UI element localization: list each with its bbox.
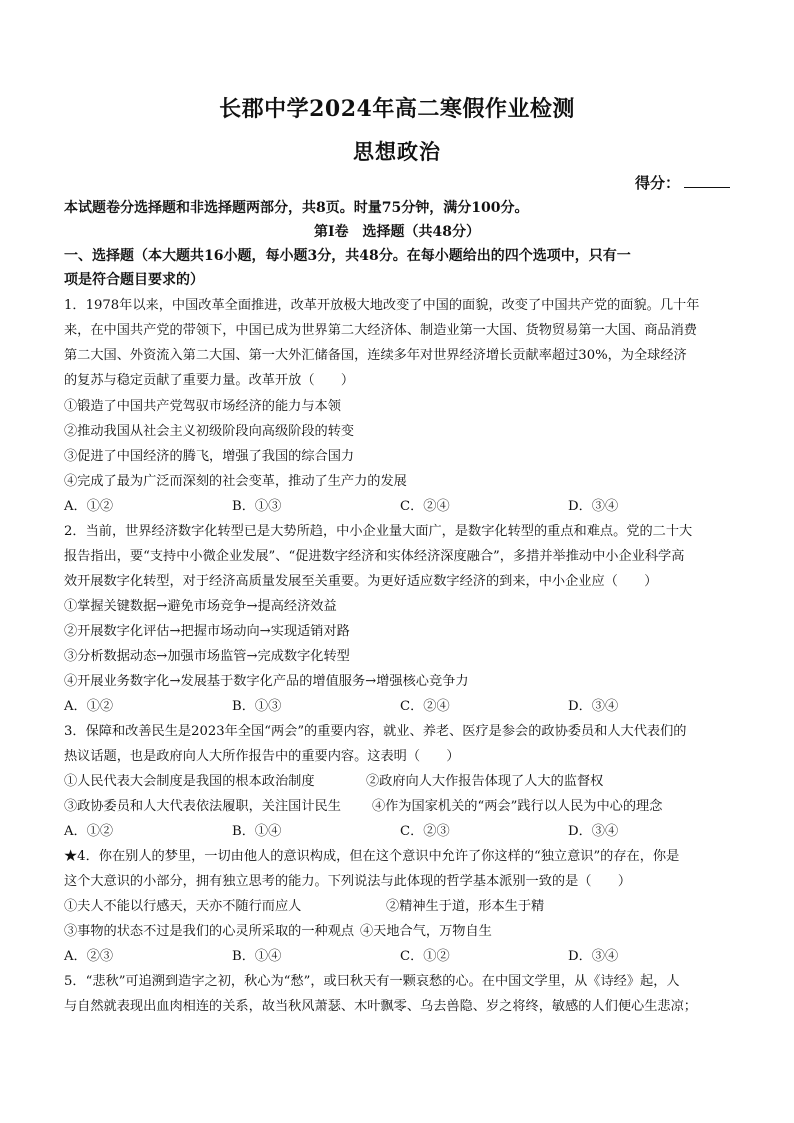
q2-option-d[interactable]: D．③④ [568,699,619,714]
q1-stem-line: 来，在中国共产党的带领下，中国已成为世界第二大经济体、制造业第一大国、货物贸易第一大国、商品消费 [64,323,697,338]
section-heading-line1: 一、选择题（本大题共16小题，每小题3分，共48分。在每小题给出的四个选项中，只有一 [64,248,631,264]
q2-stem-line: 2．当前，世界经济数字化转型已是大势所趋，中小企业量大面广，是数字化转型的重点和难点。党的二十大 [64,524,693,539]
q3-option-a[interactable]: A．①② [64,824,114,839]
q5-stem-line: 5．“悲秋”可追溯到造字之初，秋心为“愁”，或曰秋天有一颗哀愁的心。在中国文学里，从《诗经》起，人 [64,974,680,989]
q3-item: ④作为国家机关的“两会”践行以人民为中心的理念 [372,799,663,814]
q2-item: ①掌握关键数据→避免市场竞争→提高经济效益 [64,599,337,614]
q1-item: ④完成了最为广泛而深刻的社会变革，推动了生产力的发展 [64,474,407,489]
q3-item: ①人民代表大会制度是我国的根本政治制度 [64,774,315,789]
q4-item: ②精神生于道，形本生于精 [386,899,545,914]
q1-item: ②推动我国从社会主义初级阶段向高级阶段的转变 [64,424,355,439]
q4-item: ③事物的状态不过是我们的心灵所采取的一种观点 [64,924,355,939]
q4-stem-line: ★4．你在别人的梦里，一切由他人的意识构成，但在这个意识中允许了你这样的“独立意识”的存在，你是 [64,849,680,864]
q2-item: ④开展业务数字化→发展基于数字化产品的增值服务→增强核心竞争力 [64,674,469,689]
q3-item: ②政府向人大作报告体现了人大的监督权 [366,774,604,789]
section-heading-line2: 项是符合题目要求的） [64,272,204,288]
q3-stem-line: 3．保障和改善民生是2023年全国“两会”的重要内容，就业、养老、医疗是参会的政协委员和人大代表们的 [64,724,687,739]
subject-title: 思想政治 [353,139,441,164]
exam-intro: 本试题卷分选择题和非选择题两部分，共8页。时量75分钟，满分100分。 [64,200,529,216]
q1-option-c[interactable]: C．②④ [400,499,450,514]
q2-stem-line: 报告指出，要“支持中小微企业发展”、“促进数字经济和实体经济深度融合”，多措并举推动中小企业科学高 [64,549,685,564]
q1-option-d[interactable]: D．③④ [568,499,619,514]
score-label: 得分： [634,174,680,192]
q1-stem-line: 1．1978年以来，中国改革全面推进，改革开放极大地改变了中国的面貌，改变了中国共产党的面貌。几十年 [64,298,700,313]
q1-item: ①锻造了中国共产党驾驭市场经济的能力与本领 [64,399,341,414]
q2-item: ③分析数据动态→加强市场监管→完成数字化转型 [64,649,350,664]
q2-option-b[interactable]: B．①③ [232,699,282,714]
q4-option-b[interactable]: B．①④ [232,949,282,964]
q4-item: ①夫人不能以行感天，天亦不随行而应人 [64,899,302,914]
q2-option-a[interactable]: A．①② [64,699,114,714]
q4-option-a[interactable]: A．②③ [64,949,114,964]
score-field [635,172,730,193]
q4-stem-line: 这个大意识的小部分，拥有独立思考的能力。下列说法与此体现的哲学基本派别一致的是（ ） [64,874,632,889]
q1-option-a[interactable]: A．①② [64,499,114,514]
q1-item: ③促进了中国经济的腾飞，增强了我国的综合国力 [64,449,355,464]
score-blank[interactable] [684,173,730,188]
q5-stem-line: 与自然就表现出血肉相连的关系，故当秋风萧瑟、木叶飘零、乌去兽隐、岁之将终，敏感的人们便心生悲凉； [64,999,697,1014]
q4-item: ④天地合气，万物自生 [360,924,492,939]
q3-option-c[interactable]: C．②③ [400,824,450,839]
q4-option-d[interactable]: D．③④ [568,949,619,964]
q1-option-b[interactable]: B．①③ [232,499,282,514]
q4-option-c[interactable]: C．①② [400,949,450,964]
q2-stem-line: 效开展数字化转型，对于经济高质量发展至关重要。为更好适应数字经济的到来，中小企业应（ ） [64,574,658,589]
q3-option-b[interactable]: B．①④ [232,824,282,839]
q3-stem-line: 热议话题，也是政府向人大所作报告中的重要内容。这表明（ ） [64,749,460,764]
q1-stem-line: 第二大国、外资流入第二大国、第一大外汇储备国，连续多年对世界经济增长贡献率超过30%，为全球经济 [64,348,687,363]
q2-item: ②开展数字化评估→把握市场动向→实现适销对路 [64,624,350,639]
q3-item: ③政协委员和人大代表依法履职，关注国计民生 [64,799,341,814]
q3-option-d[interactable]: D．③④ [568,824,619,839]
q1-stem-line: 的复苏与稳定贡献了重要力量。改革开放（ ） [64,373,355,388]
exam-title: 长郡中学2024年高二寒假作业检测 [219,96,575,122]
part-title: 第Ⅰ卷 选择题（共48分） [313,224,481,240]
q2-option-c[interactable]: C．②④ [400,699,450,714]
